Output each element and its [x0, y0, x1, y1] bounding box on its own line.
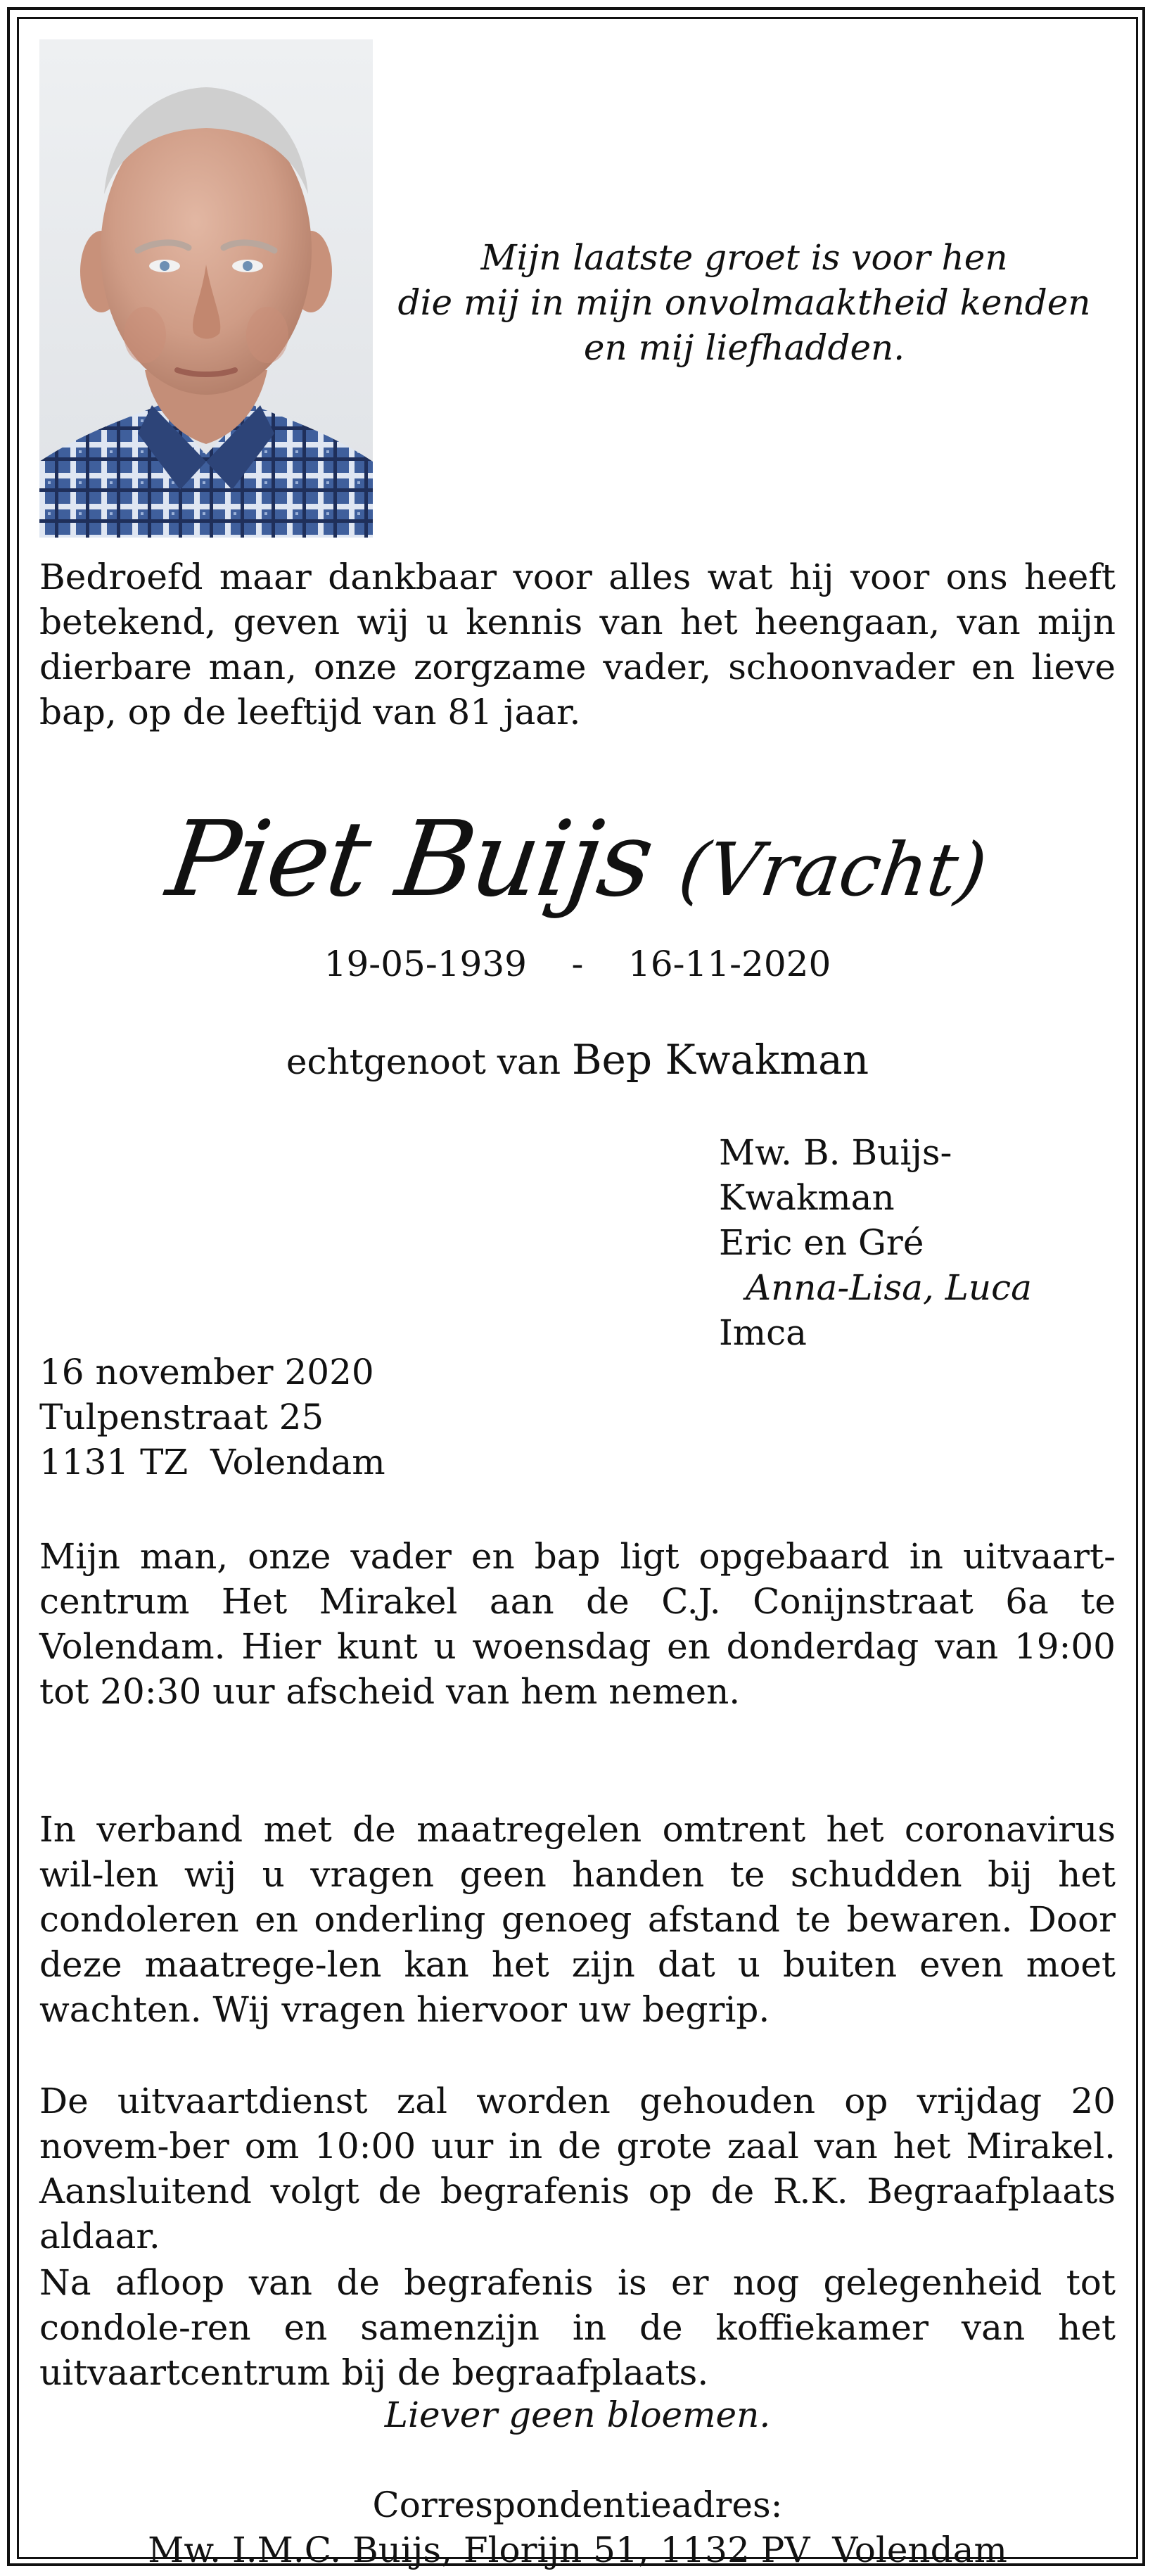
family-member: Eric en Gré — [719, 1222, 924, 1263]
corona-paragraph: In verband met de maatregelen omtrent het coronavirus wil-len wij u vragen geen handen te schudden bij het condoleren en onderling genoeg afstand te bewaren. Door deze maatrege-len kan het zijn dat u buiten even moet wachten. Wij vragen hiervoor uw begrip. — [39, 1809, 1116, 2030]
motto-line: Mijn laatste groet is voor hen — [480, 237, 1008, 278]
spouse-line — [39, 1037, 1116, 1084]
motto-line: die mij in mijn onvolmaaktheid kenden — [397, 282, 1091, 323]
deceased-nickname: (Vracht) — [674, 827, 993, 913]
life-dates: 19-05-1939 - 16-11-2020 — [324, 944, 831, 984]
announcement-intro: Bedroefd maar dankbaar voor alles wat hij voor ons heeft betekend, geven wij u kennis van het heengaan, van mijn dierbare man, onze zorgzame vader, schoonvader en lieve bap, op de leeftijd van 81 jaar. — [39, 557, 1116, 732]
address-city: 1131 TZ Volendam — [39, 1442, 385, 1483]
portrait-photo — [39, 39, 373, 538]
grandchildren: Anna-Lisa, Luca — [746, 1267, 1032, 1308]
service-paragraph: De uitvaartdienst zal worden gehouden op vrijdag 20 novem-ber om 10:00 uur in de grote zaal van het Mirakel. Aansluitend volgt de begrafenis op de R.K. Begraafplaats aldaar. — [39, 2081, 1116, 2257]
correspondence-label: Correspondentieadres: — [372, 2485, 783, 2525]
condolence-paragraph: Na afloop van de begrafenis is er nog gelegenheid tot condole-ren en samenzijn in de koffiekamer van het uitvaartcentrum bij de begraafplaats. — [39, 2262, 1116, 2393]
viewing-paragraph: Mijn man, onze vader en bap ligt opgebaard in uitvaart-centrum Het Mirakel aan de C.J. Conijnstraat 6a te Volendam. Hier kunt u woensdag en donderdag van 19:00 tot 20:30 uur afscheid van hem nemen. — [39, 1536, 1116, 1712]
deceased-fullname: Piet Buijs — [160, 799, 659, 920]
no-flowers-note: Liever geen bloemen. — [384, 2394, 771, 2435]
spouse-prefix: echtgenoot van — [286, 1041, 561, 1082]
address-date: 16 november 2020 — [39, 1352, 374, 1392]
motto-line: en mij liefhadden. — [583, 327, 905, 368]
home-address — [39, 1350, 385, 1485]
correspondence-value: Mw. I.M.C. Buijs, Florijn 51, 1132 PV Volendam — [148, 2530, 1007, 2570]
correspondence-address — [39, 2482, 1116, 2572]
family-member: Imca — [719, 1312, 807, 1353]
deceased-name — [30, 792, 1126, 937]
family-list — [719, 1130, 1116, 1355]
family-member: Mw. B. Buijs-Kwakman — [719, 1132, 952, 1218]
spouse-name: Bep Kwakman — [571, 1036, 869, 1084]
motto-verse — [373, 235, 1116, 370]
address-street: Tulpenstraat 25 — [39, 1397, 324, 1438]
